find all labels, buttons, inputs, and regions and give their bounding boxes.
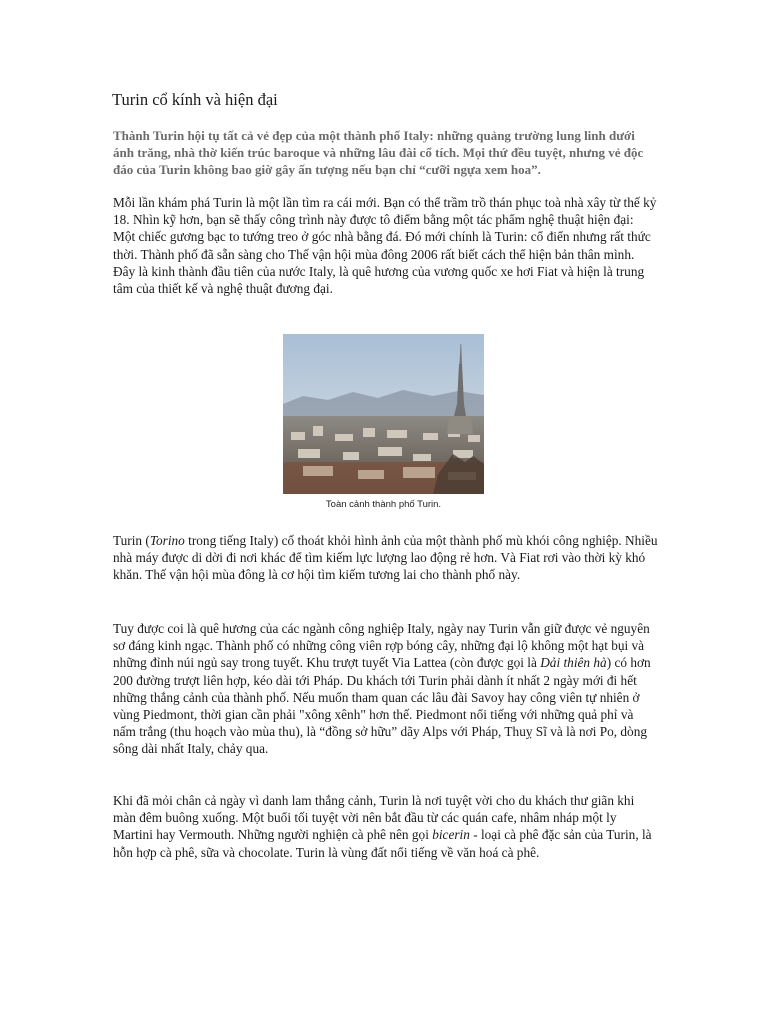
paragraph-2-part-a: Turin (: [113, 533, 150, 548]
article-title: Turin cổ kính và hiện đại: [112, 90, 278, 109]
paragraph-2-emphasis: Torino: [149, 533, 185, 548]
paragraph-4: [113, 792, 658, 861]
paragraph-4-emphasis: bicerin: [432, 827, 470, 843]
paragraph-4-part-b: - loại cà phê đặc sản của Turin, là hỗn hợp cà phê, sữa và chocolate. Turin là vùng đất nổi tiếng về văn hoá cà phê.: [113, 827, 652, 860]
article-lead: Thành Turin hội tụ tất cả vẻ đẹp của một thành phố Italy: những quảng trường lung linh dưới ánh trăng, nhà thờ kiến trúc baroque và những lâu đài cổ tích. Mọi thứ đều tuyệt, nhưng vẻ độc đáo của Turin không bao giờ gây ấn tượng nếu bạn chỉ “cưỡi ngựa xem hoa”.: [113, 128, 644, 177]
paragraph-1: Mỗi lần khám phá Turin là một lần tìm ra cái mới. Bạn có thể trầm trồ thán phục toà nhà xây từ thế kỷ 18. Nhìn kỹ hơn, bạn sẽ thấy công trình này được tô điểm bằng một tác phẩm nghệ thuật hiện đại: Một chiếc gương bạc to tướng treo ở góc nhà bằng đá. Đó mới chính là Turin: cổ điển nhưng rất thức thời. Thành phố đã sẵn sàng cho Thế vận hội mùa đông 2006 rất biết cách thể hiện bản thân mình. Đây là kinh thành đầu tiên của nước Italy, là quê hương của vương quốc xe hơi Fiat và hiện là trung tâm của thiết kế và nghệ thuật đương đại.: [113, 195, 657, 297]
photo-caption: Toàn cảnh thành phố Turin.: [325, 499, 442, 510]
paragraph-4-part-a: Khi đã mỏi chân cả ngày vì danh lam thắng cảnh, Turin là nơi tuyệt vời cho du khách thư giãn khi màn đêm buông xuống. Một buổi tối tuyệt vời nên bắt đầu từ các quán cafe, nhâm nháp một ly Martini hay Vermouth. Những người nghiện cà phê nên gọi: [113, 793, 635, 843]
paragraph-3: [113, 620, 658, 758]
paragraph-3-part-b: ) có hơn 200 đường trượt liên hợp, kéo dài tới Pháp. Du khách tới Turin phải dành ít nhất 2 ngày mới đi hết những thắng cảnh của thành phố. Nếu muốn tham quan các lâu đài Savoy hay công viên tự nhiên ở vùng Piedmont, thời gian cần phải "xông xênh" hơn thế. Piedmont nổi tiếng với những quả phỉ và nấm trắng (thu hoạch vào mùa thu), là “đồng sở hữu” dãy Alps với Pháp, Thuỵ Sĩ và là nơi Po, dòng sông dài nhất Italy, chảy qua.: [113, 655, 651, 757]
turin-panorama-photo: [283, 334, 484, 494]
paragraph-3-part-a: Tuy được coi là quê hương của các ngành công nghiệp Italy, ngày nay Turin vẫn giữ được vẻ nguyên sơ đáng kinh ngạc. Thành phố có những công viên rợp bóng cây, những đại lộ không một hạt bụi và những đỉnh núi ngủ say trong tuyết. Khu trượt tuyết Via Lattea (còn được gọi là: [113, 621, 650, 671]
paragraph-3-emphasis: Dải thiên hà: [540, 655, 607, 671]
paragraph-2-part-b: trong tiếng Italy) cố thoát khỏi hình ảnh của một thành phố mù khói công nghiệp. Nhiều nhà máy được di dời đi nơi khác để tìm kiếm lực lượng lao động rẻ hơn. Và Fiat rơi vào thời kỳ khó khăn. Thế vận hội mùa đông là cơ hội tìm kiếm tương lai cho thành phố này.: [113, 533, 658, 583]
paragraph-2: [113, 532, 658, 584]
